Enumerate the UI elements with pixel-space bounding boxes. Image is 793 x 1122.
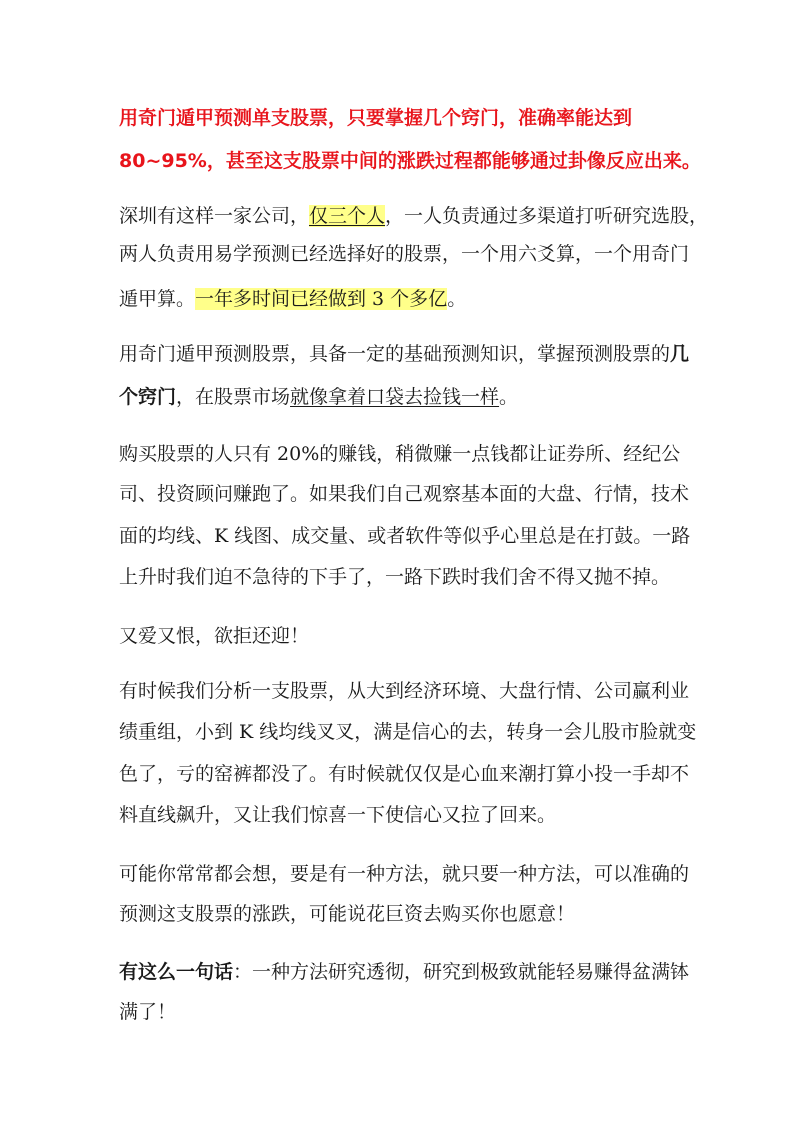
- paragraph-6-line-2: 预测这支股票的涨跌，可能说花巨资去购买你也愿意！: [119, 903, 576, 925]
- paragraph-5-line-2: 绩重组，小到 K 线均线叉叉，满是信心的去，转身一会儿股市脸就变: [119, 721, 697, 743]
- paragraph-1-text: 。: [447, 288, 467, 310]
- paragraph-1-line-3: [119, 285, 466, 313]
- paragraph-1-text: 深圳有这样一家公司，: [119, 205, 310, 227]
- paragraph-6-line-1: 可能你常常都会想，要是有一种方法，就只要一种方法，可以准确的: [119, 863, 690, 885]
- highlight-three-people: 仅三个人: [309, 205, 386, 227]
- paragraph-5-line-4: 料直线飙升，又让我们惊喜一下使信心又拉了回来。: [119, 804, 557, 826]
- paragraph-2-line-2: [119, 383, 518, 411]
- paragraph-2-text: 用奇门遁甲预测股票，具备一定的基础预测知识，掌握预测股票的: [119, 343, 671, 365]
- paragraph-7-text: ：一种方法研究透彻，研究到极致就能轻易赚得盆满钵: [233, 961, 690, 983]
- paragraph-7-line-2: 满了！: [119, 1001, 177, 1023]
- bold-text: 几: [670, 343, 690, 365]
- paragraph-5-line-3: 色了，亏的窑裤都没了。有时候就仅仅是心血来潮打算小投一手却不: [119, 763, 690, 785]
- paragraph-1-text: ，一人负责通过多渠道打听研究选股，: [385, 205, 709, 227]
- paragraph-4-line-1: 又爱又恨，欲拒还迎！: [119, 625, 310, 647]
- paragraph-3-line-3: 面的均线、K 线图、成交量、或者软件等似乎心里总是在打鼓。一路: [119, 525, 691, 547]
- paragraph-3-line-1: 购买股票的人只有 20%的赚钱，稍微赚一点钱都让证券所、经纪公: [119, 443, 681, 465]
- paragraph-2-text: 。: [499, 386, 519, 408]
- paragraph-5-line-1: 有时候我们分析一支股票，从大到经济环境、大盘行情、公司赢利业: [119, 680, 690, 702]
- highlight-three-hundred-million: 一年多时间已经做到 3 个多亿: [195, 288, 448, 310]
- headline-line-1: 用奇门遁甲预测单支股票，只要掌握几个窍门，准确率能达到: [119, 107, 633, 129]
- bold-text: 个窍门: [119, 386, 177, 408]
- bold-text: 有这么一句话: [119, 961, 234, 983]
- paragraph-1-text: 遁甲算。: [119, 288, 196, 310]
- paragraph-2-line-1: [119, 340, 689, 368]
- paragraph-2-text: ，在股票市场: [176, 386, 291, 408]
- paragraph-1-line-2: 两人负责用易学预测已经选择好的股票，一个用六爻算，一个用奇门: [119, 243, 690, 265]
- paragraph-3-line-4: 上升时我们迫不急待的下手了，一路下跌时我们舍不得又抛不掉。: [119, 566, 671, 588]
- paragraph-7-line-1: [119, 958, 689, 986]
- underlined-phrase: 就像拿着口袋去捡钱一样: [290, 386, 500, 408]
- headline-line-2: 80~95%，甚至这支股票中间的涨跌过程都能够通过卦像反应出来。: [119, 150, 701, 172]
- paragraph-1-line-1: [119, 202, 708, 230]
- paragraph-3-line-2: 司、投资顾问赚跑了。如果我们自己观察基本面的大盘、行情，技术: [119, 483, 690, 505]
